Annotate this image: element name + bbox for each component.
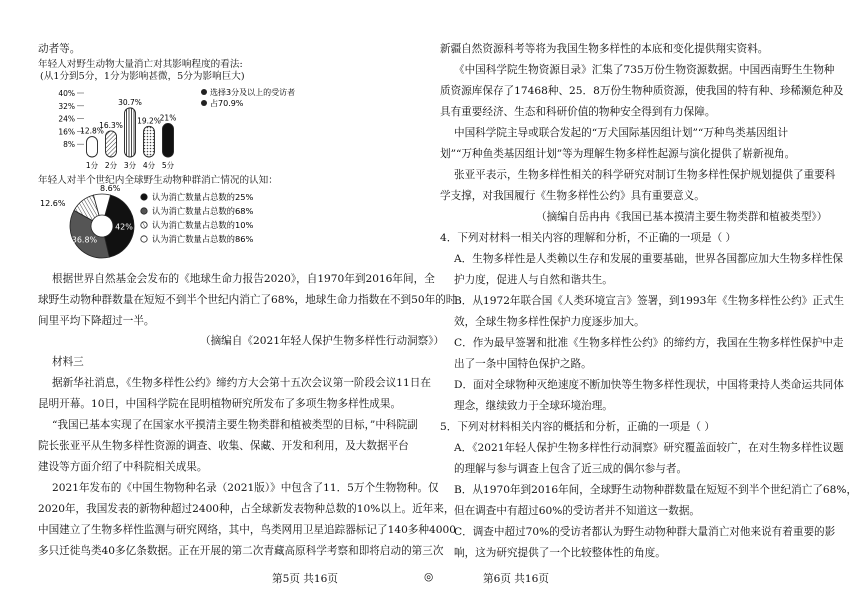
legend-swatch-icon xyxy=(141,194,147,200)
text-line: 建设等方面介绍了中科院相关成果。 xyxy=(38,461,208,473)
text-line: 多只迁徙鸟类40多亿条数据。正在开展的第二次青藏高原科学考察和即将启动的第三次 xyxy=(38,545,444,557)
text-line: 具有重要经济、生态和科研价值的物种安全得到有力保障。 xyxy=(440,106,716,118)
pie-legend-label: 认为消亡数量占总数的86% xyxy=(152,234,254,244)
text-line: 球野生动物种群数量在短短不到半个世纪内消亡了68%，地球生命力指数在不到50年的时 xyxy=(38,294,457,306)
text-line: 理念，继续致力于全球环境治理。 xyxy=(454,400,613,412)
text-line: 《中国科学院生物资源目录》汇集了735万份生物资源数据。中国西南野生生物种 xyxy=(454,64,835,76)
y-tick-label: 8% xyxy=(63,140,75,150)
chart2-title: 年轻人对半个世纪内全球野生动物种群消亡情况的认知： xyxy=(38,175,278,186)
pie-chart xyxy=(38,186,358,262)
y-tick-label: 40% xyxy=(58,89,75,98)
bar-value-label: 16.3% xyxy=(99,120,123,130)
chart1-subtitle: (从1分到5分，1分为影响甚微，5分为影响巨大) xyxy=(40,71,245,82)
bar-value-label: 12.8% xyxy=(80,126,104,136)
legend-swatch-icon xyxy=(141,208,147,214)
y-tick-label: 16% xyxy=(58,127,75,137)
legend-swatch-icon xyxy=(141,236,147,242)
option-4c: C．作为最早签署和批准《生物多样性公约》的缔约方，我国在生物多样性保护中走 xyxy=(454,337,844,349)
y-tick-label: 32% xyxy=(58,101,75,111)
option-5b: B．从1970年到2016年间，全球野生动物种群数量在短短不到半个世纪消亡了68%， xyxy=(454,484,858,496)
pie-value-label: 12.6% xyxy=(40,199,66,208)
bar-chart xyxy=(38,84,296,172)
text-line: “我国已基本实现了在国家水平摸清主要生物类群和植被类型的目标，”中科院副 xyxy=(52,419,418,431)
text-line: 2021年发布的《中国生物物种名录（2021版）》中包含了11．5万个生物物种。仅 xyxy=(52,482,439,494)
bar xyxy=(163,123,174,157)
bar xyxy=(125,108,136,157)
x-tick-label: 4分 xyxy=(142,161,156,170)
option-5c: C．调查中超过70%的受访者都认为野生动物种群大量消亡对他来说有着重要的影 xyxy=(454,526,836,538)
option-4d: D．面对全球物种灭绝速度不断加快等生物多样性现状，中国将秉持人类命运共同体 xyxy=(454,379,844,391)
bar-value-label: 30.7% xyxy=(118,97,142,107)
legend-dot-icon xyxy=(201,89,207,95)
pie-value-label: 8.6% xyxy=(100,184,121,193)
question-4: 4．下列对材料一相关内容的理解和分析，不正确的一项是（ ） xyxy=(440,232,737,244)
section-heading: 材料三 xyxy=(52,356,84,368)
legend-swatch-icon xyxy=(141,222,147,228)
pie-legend-label: 认为消亡数量占总数的25% xyxy=(152,192,254,202)
text-line: 间里平均下降超过一半。 xyxy=(38,315,155,327)
option-4b: B．从1972年联合国《人类环境宣言》签署，到1993年《生物多样性公约》正式生 xyxy=(454,295,845,307)
option-4a: A．生物多样性是人类赖以生存和发展的重要基础，世界各国都应加大生物多样性保 xyxy=(454,253,844,265)
x-tick-label: 3分 xyxy=(123,161,137,170)
text-line: 效，全球生物多样性保护力度逐步加大。 xyxy=(454,316,645,328)
text-line: 中国科学院主导或联合发起的“万犬国际基因组计划”“万种鸟类基因组计 xyxy=(454,127,789,139)
text-line: 据新华社消息，《生物多样性公约》缔约方大会第十五次会议第一阶段会议11日在 xyxy=(52,377,431,389)
x-tick-label: 1分 xyxy=(85,161,99,170)
option-5a: A．《2021年轻人保护生物多样性行动洞察》研究覆盖面较广，在对生物多样性议题 xyxy=(454,442,844,454)
text-line: 质资源库保存了17468种、25．8万份生物种质资源，使我国的特有种、珍稀濒危种及 xyxy=(440,85,844,97)
text-line: 的理解与参与调查上包含了近三成的偶尔参与者。 xyxy=(454,463,688,475)
chart1-title: 年轻人对野生动物大量消亡对其影响程度的看法: xyxy=(38,59,243,70)
bar-value-label: 21% xyxy=(159,113,177,123)
text-line: 昆明开幕。10日，中国科学院在昆明植物研究所发布了多项生物多样性成果。 xyxy=(38,398,402,410)
text-line: 但在调查中有超过60%的受访者并不知道这一数据。 xyxy=(454,505,701,517)
bar xyxy=(106,131,117,157)
pie-value-label: 42% xyxy=(115,222,133,232)
bar xyxy=(144,126,155,157)
question-5: 5．下列对材料相关内容的概括和分析，正确的一项是（ ） xyxy=(440,421,715,433)
chart1-legend xyxy=(201,87,295,108)
pie-legend-label: 认为消亡数量占总数的68% xyxy=(152,206,254,216)
text-line: 学支撑，对我国履行《生物多样性公约》具有重要意义。 xyxy=(440,190,705,202)
page-number-left: 第5页 共16页 xyxy=(272,573,338,585)
text-line: 动者等。 xyxy=(38,43,81,55)
text-line: 张亚平表示，生物多样性相关的科学研究对制订生物多样性保护规划提供了重要科 xyxy=(454,169,836,181)
text-line: 2020年，我国发表的新物种超过2400种，占全球新发表物种总数的10%以上。近年来， xyxy=(38,503,455,515)
legend-dot-icon xyxy=(201,100,207,106)
text-line: 中国建立了生物多样性监测与研究网络，其中，鸟类网用卫星追踪器标记了140多种4000 xyxy=(38,524,456,536)
text-line: 根据世界自然基金会发布的《地球生命力报告2020》，自1970年到2016年间，全 xyxy=(52,273,435,285)
x-tick-label: 5分 xyxy=(161,161,175,170)
text-line: 院长张亚平从生物多样性资源的调查、收集、保藏、开发和利用，及大数据平台 xyxy=(38,440,409,452)
source-citation: （摘编自岳冉冉《我国已基本摸清主要生物类群和植被类型》） xyxy=(536,211,828,223)
x-tick-label: 2分 xyxy=(104,161,118,170)
pie-value-label: 36.8% xyxy=(71,235,98,245)
text-line: 出了一条中国特色保护之路。 xyxy=(454,358,592,370)
text-line: 新疆自然资源科考等将为我国生物多样性的本底和变化提供翔实资料。 xyxy=(440,43,769,55)
text-line: 划”“万种鱼类基因组计划”等为理解生物多样性起源与演化提供了崭新视角。 xyxy=(440,148,796,160)
bar xyxy=(87,137,98,157)
text-line: 响，这为研究提供了一个比较整体性的角度。 xyxy=(454,547,666,559)
y-tick-label: 24% xyxy=(58,114,75,124)
text-line: 护力度，促进人与自然和谐共生。 xyxy=(454,274,613,286)
legend-text: 选择3分及以上的受访者 xyxy=(210,88,296,97)
bar-value-label: 19.2% xyxy=(137,116,161,126)
center-mark: ◎ xyxy=(424,571,434,583)
page-number-right: 第6页 共16页 xyxy=(483,573,549,585)
source-citation: （摘编自《2021年轻人保护生物多样性行动洞察》） xyxy=(200,335,445,347)
legend-text: 占70.9% xyxy=(210,99,244,108)
pie-legend-label: 认为消亡数量占总数的10% xyxy=(152,220,254,230)
